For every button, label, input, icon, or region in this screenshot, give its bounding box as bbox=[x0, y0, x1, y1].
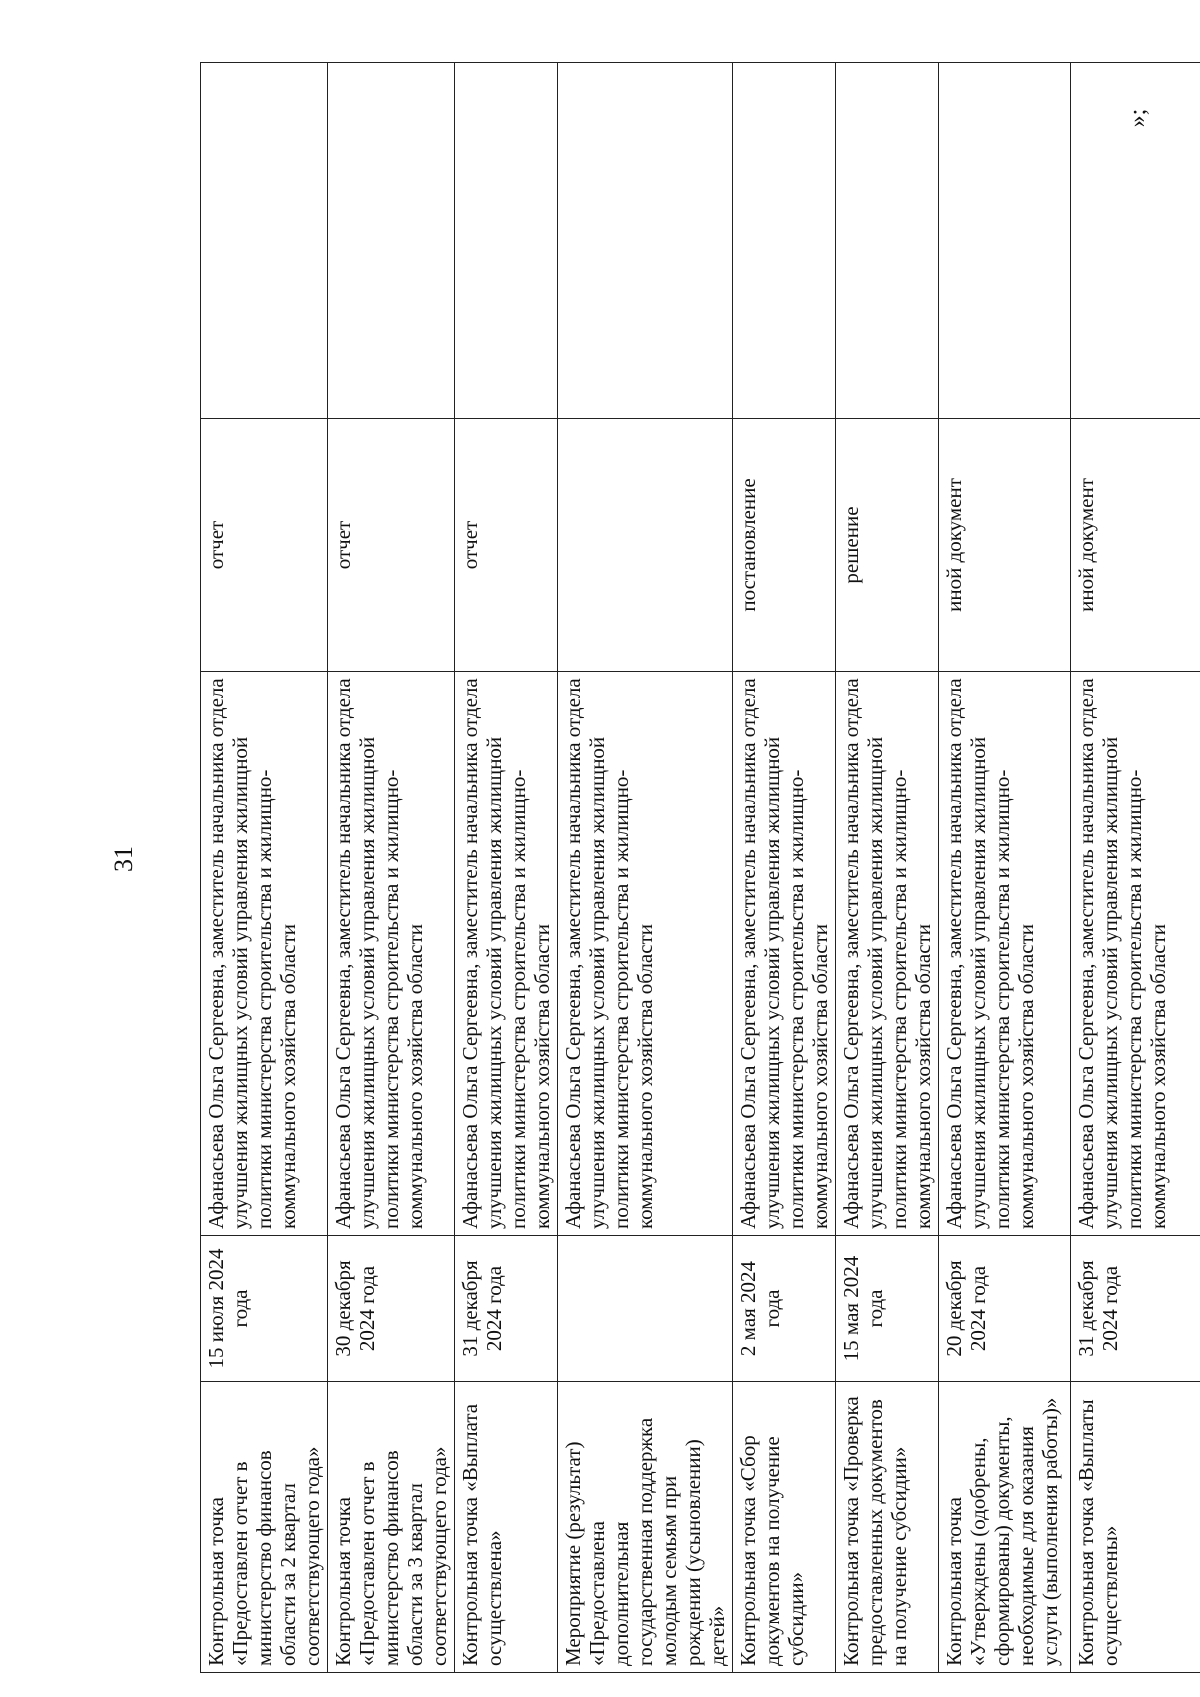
cell-name: Контрольная точка «Сбор документов на получение субсидии» bbox=[733, 1382, 836, 1673]
cell-info bbox=[328, 63, 455, 419]
cell-responsible: Афанасьева Ольга Сергеевна, заместитель начальника отдела улучшения жилищных условий управления жилищной политики министерства строительства и жилищно-коммунального хозяйства области bbox=[558, 672, 733, 1236]
cell-name: Контрольная точка «Предоставлен отчет в министерство финансов области за 3 квартал соответствующего года» bbox=[328, 1382, 455, 1673]
cell-info bbox=[201, 63, 328, 419]
cell-date: 20 декабря 2024 года bbox=[939, 1236, 1071, 1382]
cell-name: Контрольная точка «Выплата осуществлена» bbox=[455, 1382, 558, 1673]
cell-info bbox=[455, 63, 558, 419]
cell-doc-type: отчет bbox=[455, 419, 558, 672]
cell-date: 2 мая 2024 года bbox=[733, 1236, 836, 1382]
cell-info bbox=[939, 63, 1071, 419]
cell-name: Мероприятие (результат) «Предоставлена дополнительная государственная поддержка молодым семьям при рождении (усыновлении) детей» bbox=[558, 1382, 733, 1673]
cell-name: Контрольная точка «Предоставлен отчет в министерство финансов области за 2 квартал соответствующего года» bbox=[201, 1382, 328, 1673]
cell-responsible: Афанасьева Ольга Сергеевна, заместитель начальника отдела улучшения жилищных условий управления жилищной политики министерства строительства и жилищно-коммунального хозяйства области bbox=[1071, 672, 1200, 1236]
cell-responsible: Афанасьева Ольга Сергеевна, заместитель начальника отдела улучшения жилищных условий управления жилищной политики министерства строительства и жилищно-коммунального хозяйства области bbox=[733, 672, 836, 1236]
cell-doc-type: отчет bbox=[328, 419, 455, 672]
cell-info bbox=[733, 63, 836, 419]
page-number: 31 bbox=[109, 846, 138, 872]
cell-date: 30 декабря 2024 года bbox=[328, 1236, 455, 1382]
table-row bbox=[939, 63, 1071, 1673]
cell-date: 31 декабря 2024 года bbox=[455, 1236, 558, 1382]
cell-doc-type: постановление bbox=[733, 419, 836, 672]
cell-info bbox=[558, 63, 733, 419]
plan-table-body bbox=[201, 63, 1200, 1673]
cell-name: Контрольная точка «Выплаты осуществлены» bbox=[1071, 1382, 1200, 1673]
cell-date bbox=[558, 1236, 733, 1382]
cell-name: Контрольная точка «Проверка предоставленных документов на получение субсидии» bbox=[836, 1382, 939, 1673]
cell-responsible: Афанасьева Ольга Сергеевна, заместитель начальника отдела улучшения жилищных условий управления жилищной политики министерства строительства и жилищно-коммунального хозяйства области bbox=[836, 672, 939, 1236]
table-row bbox=[733, 63, 836, 1673]
cell-responsible: Афанасьева Ольга Сергеевна, заместитель начальника отдела улучшения жилищных условий управления жилищной политики министерства строительства и жилищно-коммунального хозяйства области bbox=[455, 672, 558, 1236]
cell-doc-type bbox=[558, 419, 733, 672]
plan-table bbox=[200, 62, 1200, 1673]
table-row bbox=[1071, 63, 1200, 1673]
cell-name: Контрольная точка «Утверждены (одобрены, сформированы) документы, необходимые для оказания услуги (выполнения работы)» bbox=[939, 1382, 1071, 1673]
rotated-table-container bbox=[200, 128, 1170, 1673]
table-row bbox=[558, 63, 733, 1673]
cell-responsible: Афанасьева Ольга Сергеевна, заместитель начальника отдела улучшения жилищных условий управления жилищной политики министерства строительства и жилищно-коммунального хозяйства области bbox=[939, 672, 1071, 1236]
cell-doc-type: иной документ bbox=[939, 419, 1071, 672]
cell-doc-type: отчет bbox=[201, 419, 328, 672]
end-mark: »; bbox=[1124, 108, 1151, 128]
cell-info bbox=[836, 63, 939, 419]
cell-date: 15 мая 2024 года bbox=[836, 1236, 939, 1382]
table-row bbox=[328, 63, 455, 1673]
table-row bbox=[455, 63, 558, 1673]
cell-date: 15 июля 2024 года bbox=[201, 1236, 328, 1382]
table-row bbox=[836, 63, 939, 1673]
cell-doc-type: решение bbox=[836, 419, 939, 672]
table-row bbox=[201, 63, 328, 1673]
cell-date: 31 декабря 2024 года bbox=[1071, 1236, 1200, 1382]
cell-responsible: Афанасьева Ольга Сергеевна, заместитель начальника отдела улучшения жилищных условий управления жилищной политики министерства строительства и жилищно-коммунального хозяйства области bbox=[328, 672, 455, 1236]
cell-doc-type: иной документ bbox=[1071, 419, 1200, 672]
cell-responsible: Афанасьева Ольга Сергеевна, заместитель начальника отдела улучшения жилищных условий управления жилищной политики министерства строительства и жилищно-коммунального хозяйства области bbox=[201, 672, 328, 1236]
